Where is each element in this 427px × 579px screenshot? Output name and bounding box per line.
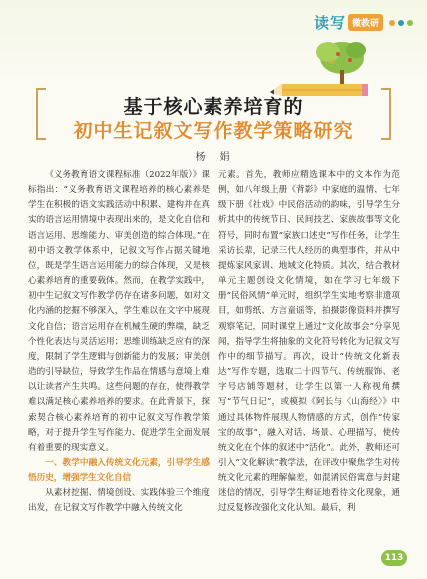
left-column (28, 168, 210, 517)
body-paragraph: 元素。首先，教师应精选课本中的文本作为范例，如八年级上册《背影》中家庭的温情、七年级下册《社戏》中民俗活动的韵味，引导学生分析其中的传统节日、民间技艺、家族故事等文化符号，同时布置“家族口述史”写作任务，让学生采访长辈，记录三代人经历的典型事件，并从中提炼家风家训、地域文化特质。其次，结合教材单元主题创设文化情境，如在学习七年级下册“民俗风情”单元时，组织学生实地考察非遗项目，如剪纸、方言童谣等，拍摄影像资料并撰写观察笔记，同时课堂上通过“文化故事会”分享见闻，指导学生将抽象的文化符号转化为记叙文写作中的细节描写。再次，设计“传统文化新表达”写作专题，选取二十四节气、传统服饰、老字号店铺等题材，让学生以第一人称视角撰写“节气日记”，或模拟《阿长与〈山海经〉》中通过具体物件展现人物情感的方式，创作“传家宝的故事”，融入对话、场景、心理描写，使传统文化在个体的叙述中“活化”。此外，教师还可引入“文化解读”教学法，在评改中聚焦学生对传统文化元素的理解偏差，如混淆民俗寓意与封建迷信的情况，引导学生辩证地看待文化现象，通过反复修改强化文化认知。最后，利 (218, 170, 400, 514)
page-number: 113 (381, 550, 407, 566)
body-paragraph: 从素材挖掘、情境创设、实践体验三个维度出发，在记叙文写作教学中融入传统文化 (28, 488, 210, 514)
section-heading: 一、教学中融入传统文化元素，引导学生感悟历史，增强学生文化自信 (28, 457, 210, 484)
dot-icon (398, 20, 404, 26)
body-paragraph: 《义务教育语文课程标准（2022年版）》课标指出：“义务教育语文课程培养的核心素养是学生在积极的语文实践活动中积累、建构并在真实的语言运用情境中表现出来的，是文化自信和语言运用、思维能力、审美创造的综合体现。”在初中语文教学体系中，记叙文写作占据关键地位，既是学生语言运用能力的综合体现，又是核心素养培育的重要载体。然而，在教学实践中，初中生记叙文写作教学仍存在诸多问题，如对文化内涵的挖掘不够深入，学生难以在文字中展现文化自信；语言运用存在机械生硬的弊端，缺乏个性化表达与灵活运用；思维训练缺乏应有的深度，限制了学生逻辑与创新能力的发展；审美创造的引导缺位，导致学生作品在情感与意境上难以让读者产生共鸣。这些问题的存在，使得教学难以满足核心素养培养的要求。在此背景下，探索契合核心素养培育的初中记叙文写作教学策略，对于提升学生写作能力、促进学生全面发展有着重要的现实意义。 (28, 170, 210, 453)
column-name: 读写 (313, 14, 346, 32)
column-subname: 微教研 (348, 14, 383, 31)
column-tag (314, 12, 413, 33)
decorative-dots (389, 20, 413, 26)
title-frame (36, 88, 391, 144)
right-column (218, 168, 400, 517)
article-subtitle: 初中生记叙文写作教学策略研究 (73, 120, 354, 142)
author-name: 杨 娟 (195, 152, 232, 163)
article-title: 基于核心素养培育的 (123, 96, 304, 118)
dot-icon (389, 20, 395, 26)
dot-icon (407, 20, 413, 26)
